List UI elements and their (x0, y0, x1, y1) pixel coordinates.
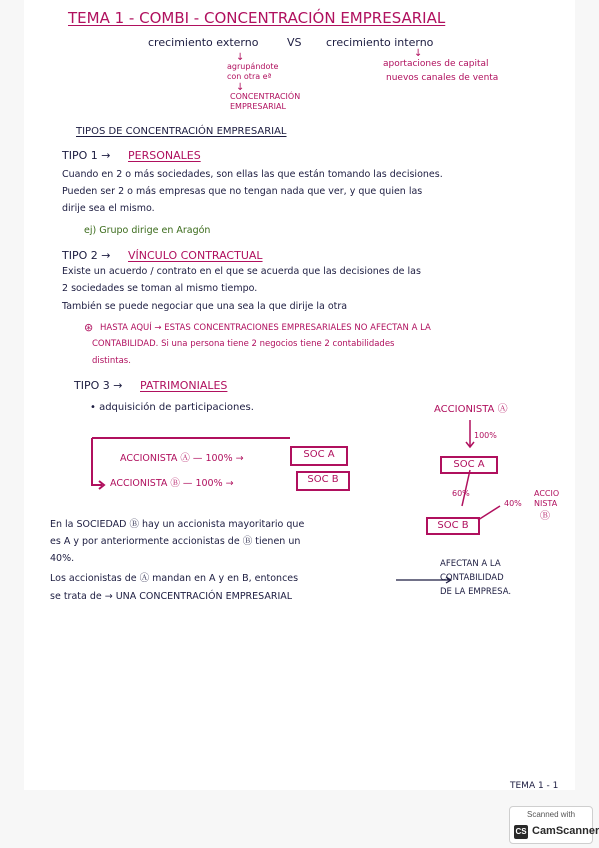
camscanner-icon: CS (514, 825, 528, 839)
tipo2-line: 2 sociedades se toman al mismo tiempo. (62, 283, 258, 294)
tipo3-para: se trata de → UNA CONCENTRACIÓN EMPRESARIAL (50, 591, 293, 602)
tipo2-note: HASTA AQUÍ → ESTAS CONCENTRACIONES EMPRESARIALES NO AFECTAN A LA (100, 323, 431, 333)
box-right-soc-a: SOC A (440, 456, 498, 474)
affects-label: CONTABILIDAD (440, 573, 504, 583)
arrow-down-icon: ↓ (236, 52, 245, 63)
types-heading: TIPOS DE CONCENTRACIÓN EMPRESARIAL (76, 126, 287, 137)
concentration-label: EMPRESARIAL (230, 102, 286, 111)
tipo3-para: En la SOCIEDAD Ⓑ hay un accionista mayoritario que (50, 519, 305, 530)
external-item: agrupándote (227, 62, 279, 71)
tipo3-para: es A y por anteriormente accionistas de Ⓑ tienen un (50, 536, 301, 547)
growth-external: crecimiento externo (148, 36, 259, 49)
diagram-pct: 40% (504, 499, 522, 508)
diagram-row-b: ACCIONISTA Ⓑ — 100% → (110, 478, 234, 489)
scanned-caption: Scanned with (526, 810, 576, 819)
tipo3-para: Los accionistas de Ⓐ mandan en A y en B, entonces (50, 573, 299, 584)
box-right-soc-b: SOC B (426, 517, 480, 535)
tipo1-line: Cuando en 2 o más sociedades, son ellas las que están tomando las decisiones. (62, 169, 443, 180)
diagram-pct: 60% (452, 489, 470, 498)
tipo1-line: Pueden ser 2 o más empresas que no tengan nada que ver, y que quien las (62, 186, 423, 197)
diagram-row-a: ACCIONISTA Ⓐ — 100% → (120, 453, 244, 464)
accionista-b-label: ACCIO (534, 489, 560, 498)
tipo1-line: dirije sea el mismo. (62, 203, 155, 214)
affects-label: AFECTAN A LA (440, 559, 501, 569)
accionista-b-label: Ⓑ (540, 511, 550, 522)
box-soc-a: SOC A (290, 446, 348, 466)
internal-item: aportaciones de capital (383, 59, 489, 69)
diagram-pct: 100% (474, 431, 497, 440)
growth-vs: VS (287, 36, 302, 49)
arrow-down-icon: ↓ (414, 48, 423, 59)
camscanner-name: CamScanner (532, 825, 599, 837)
page-footer: TEMA 1 - 1 (510, 781, 559, 791)
external-item: con otra eª (227, 72, 272, 81)
accionista-b-label: NISTA (534, 499, 558, 508)
growth-internal: crecimiento interno (326, 36, 434, 49)
tipo3-bullet: • adquisición de participaciones. (90, 402, 254, 413)
arrow-down-icon: ↓ (236, 82, 245, 93)
tipo2-label: TIPO 2 → (62, 249, 111, 262)
tipo2-note: CONTABILIDAD. Si una persona tiene 2 negocios tiene 2 contabilidades (92, 339, 395, 349)
page-title: TEMA 1 - COMBI - CONCENTRACIÓN EMPRESARIAL (68, 9, 446, 27)
tipo1-name: PERSONALES (128, 149, 201, 162)
diagram-right-top: ACCIONISTA Ⓐ (434, 404, 508, 415)
tipo1-example: ej) Grupo dirige en Aragón (84, 225, 211, 236)
tipo1-label: TIPO 1 → (62, 149, 111, 162)
tipo2-note: distintas. (92, 356, 131, 366)
affects-label: DE LA EMPRESA. (440, 587, 512, 597)
tipo2-name: VÍNCULO CONTRACTUAL (128, 249, 263, 262)
tipo3-label: TIPO 3 → (74, 379, 123, 392)
internal-item: nuevos canales de venta (386, 73, 499, 83)
note-mark-icon: ⊛ (84, 321, 94, 334)
box-soc-b: SOC B (296, 471, 350, 491)
tipo2-line: También se puede negociar que una sea la que dirije la otra (62, 301, 348, 312)
tipo3-name: PATRIMONIALES (140, 379, 228, 392)
concentration-label: CONCENTRACIÓN (230, 92, 301, 101)
tipo2-line: Existe un acuerdo / contrato en el que se acuerda que las decisiones de las (62, 266, 421, 277)
tipo3-para: 40%. (50, 553, 75, 564)
camscanner-badge (509, 806, 599, 844)
